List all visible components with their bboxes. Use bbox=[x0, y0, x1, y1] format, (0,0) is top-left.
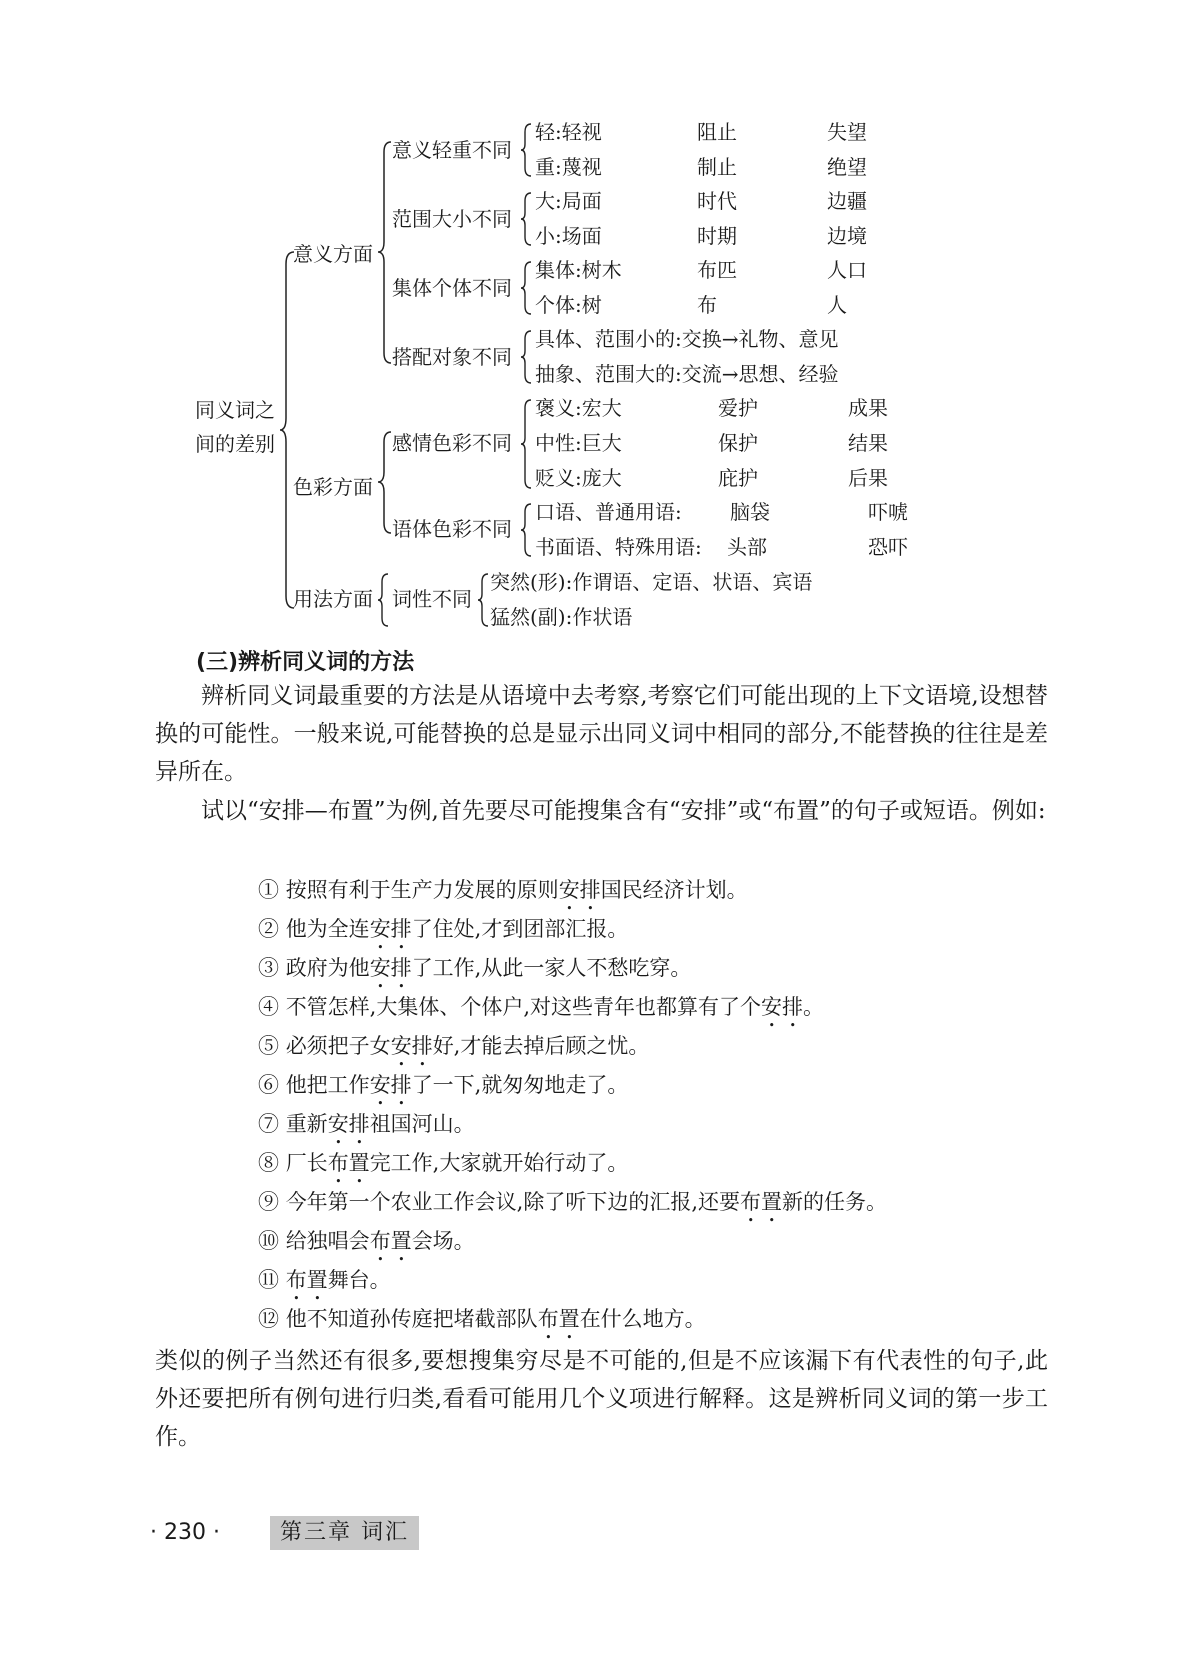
list-item: ⑨ 今年第一个农业工作会议,除了听下边的汇报,还要布置新的任务。 bbox=[258, 1190, 888, 1214]
group-weight: 意义轻重不同 bbox=[392, 138, 512, 162]
emotion-row2-b: 保护 bbox=[718, 431, 758, 455]
weight-row2-c: 绝望 bbox=[827, 155, 867, 179]
group-emotion: 感情色彩不同 bbox=[392, 431, 512, 455]
group-pos: 词性不同 bbox=[392, 587, 472, 611]
list-item: ⑧ 厂长布置完工作,大家就开始行动了。 bbox=[258, 1151, 629, 1175]
page-number: · 230 · bbox=[150, 1520, 220, 1545]
pos-row2: 猛然(副):作状语 bbox=[490, 605, 633, 629]
list-item: ⑫ 他不知道孙传庭把堵截部队布置在什么地方。 bbox=[258, 1307, 706, 1331]
branch-meaning: 意义方面 bbox=[293, 242, 373, 266]
root-brace bbox=[278, 250, 298, 610]
emotion-row3-c: 后果 bbox=[848, 466, 888, 490]
brace-register bbox=[519, 502, 533, 558]
emotion-row2-c: 结果 bbox=[848, 431, 888, 455]
list-item: ⑪ 布置舞台。 bbox=[258, 1268, 391, 1292]
collocation-row1: 具体、范围小的:交换→礼物、意见 bbox=[535, 327, 839, 351]
scope-row2-c: 边境 bbox=[827, 224, 867, 248]
register-row1-c: 吓唬 bbox=[868, 500, 908, 524]
emotion-row1-c: 成果 bbox=[848, 396, 888, 420]
list-item: ③ 政府为他安排了工作,从此一家人不愁吃穿。 bbox=[258, 956, 692, 980]
group-scope: 范围大小不同 bbox=[392, 207, 512, 231]
weight-row1-c: 失望 bbox=[827, 120, 867, 144]
scope-row1-c: 边疆 bbox=[827, 189, 867, 213]
collective-row2-c: 人 bbox=[827, 293, 847, 317]
section-heading: (三)辨析同义词的方法 bbox=[196, 650, 415, 675]
scope-row1-a: 大:局面 bbox=[535, 189, 602, 213]
emotion-row3-b: 庇护 bbox=[718, 466, 758, 490]
list-item: ⑥ 他把工作安排了一下,就匆匆地走了。 bbox=[258, 1073, 629, 1097]
group-collocation: 搭配对象不同 bbox=[392, 345, 512, 369]
weight-row2-a: 重:蔑视 bbox=[535, 155, 602, 179]
weight-row1-b: 阻止 bbox=[697, 120, 737, 144]
scope-row2-b: 时期 bbox=[697, 224, 737, 248]
brace-weight bbox=[519, 122, 533, 178]
list-item: ⑦ 重新安排祖国河山。 bbox=[258, 1112, 475, 1136]
collective-row1-a: 集体:树木 bbox=[535, 258, 622, 282]
group-register: 语体色彩不同 bbox=[392, 517, 512, 541]
weight-row2-b: 制止 bbox=[697, 155, 737, 179]
meaning-brace bbox=[376, 140, 394, 365]
collective-row2-b: 布 bbox=[697, 293, 717, 317]
group-collective: 集体个体不同 bbox=[392, 276, 512, 300]
brace-collective bbox=[519, 260, 533, 316]
tree-root-line2: 间的差别 bbox=[195, 432, 275, 456]
emotion-row1-b: 爱护 bbox=[718, 396, 758, 420]
emotion-row3-a: 贬义:庞大 bbox=[535, 466, 622, 490]
tree-root-line1: 同义词之 bbox=[195, 398, 275, 422]
weight-row1-a: 轻:轻视 bbox=[535, 120, 602, 144]
paragraph-conclusion: 类似的例子当然还有很多,要想搜集穷尽是不可能的,但是不应该漏下有代表性的句子,此外还要把所有例句进行归类,看看可能用几个义项进行解释。这是辨析同义词的第一步工作。 bbox=[155, 1348, 1048, 1450]
collocation-row2: 抽象、范围大的:交流→思想、经验 bbox=[535, 362, 839, 386]
pos-row1: 突然(形):作谓语、定语、状语、宾语 bbox=[490, 570, 813, 594]
brace-emotion bbox=[519, 398, 533, 490]
paragraph-method: 辨析同义词最重要的方法是从语境中去考察,考察它们可能出现的上下文语境,设想替换的可能性。一般来说,可能替换的总是显示出同义词中相同的部分,不能替换的往往是差异所在。 bbox=[155, 683, 1048, 785]
usage-brace bbox=[376, 572, 390, 628]
list-item: ④ 不管怎样,大集体、个体户,对这些青年也都算有了个安排。 bbox=[258, 995, 825, 1019]
collective-row1-c: 人口 bbox=[827, 258, 867, 282]
emotion-row1-a: 褒义:宏大 bbox=[535, 396, 622, 420]
register-row2-b: 头部 bbox=[727, 535, 767, 559]
brace-scope bbox=[519, 191, 533, 247]
branch-usage: 用法方面 bbox=[293, 587, 373, 611]
branch-color: 色彩方面 bbox=[293, 475, 373, 499]
list-item: ① 按照有利于生产力发展的原则安排国民经济计划。 bbox=[258, 878, 748, 902]
register-row2-a: 书面语、特殊用语: bbox=[535, 535, 702, 559]
chapter-label: 第三章 词汇 bbox=[270, 1516, 419, 1550]
collective-row1-b: 布匹 bbox=[697, 258, 737, 282]
scope-row2-a: 小:场面 bbox=[535, 224, 602, 248]
register-row2-c: 恐吓 bbox=[868, 535, 908, 559]
list-item: ⑤ 必须把子女安排好,才能去掉后顾之忧。 bbox=[258, 1034, 650, 1058]
list-item: ② 他为全连安排了住处,才到团部汇报。 bbox=[258, 917, 629, 941]
brace-pos bbox=[476, 572, 490, 628]
register-row1-a: 口语、普通用语: bbox=[535, 500, 682, 524]
register-row1-b: 脑袋 bbox=[730, 500, 770, 524]
emotion-row2-a: 中性:巨大 bbox=[535, 431, 622, 455]
paragraph-example-intro: 试以“安排—布置”为例,首先要尽可能搜集含有“安排”或“布置”的句子或短语。例如: bbox=[201, 798, 1046, 824]
list-item: ⑩ 给独唱会布置会场。 bbox=[258, 1229, 475, 1253]
collective-row2-a: 个体:树 bbox=[535, 293, 602, 317]
brace-collocation bbox=[519, 329, 533, 385]
scope-row1-b: 时代 bbox=[697, 189, 737, 213]
